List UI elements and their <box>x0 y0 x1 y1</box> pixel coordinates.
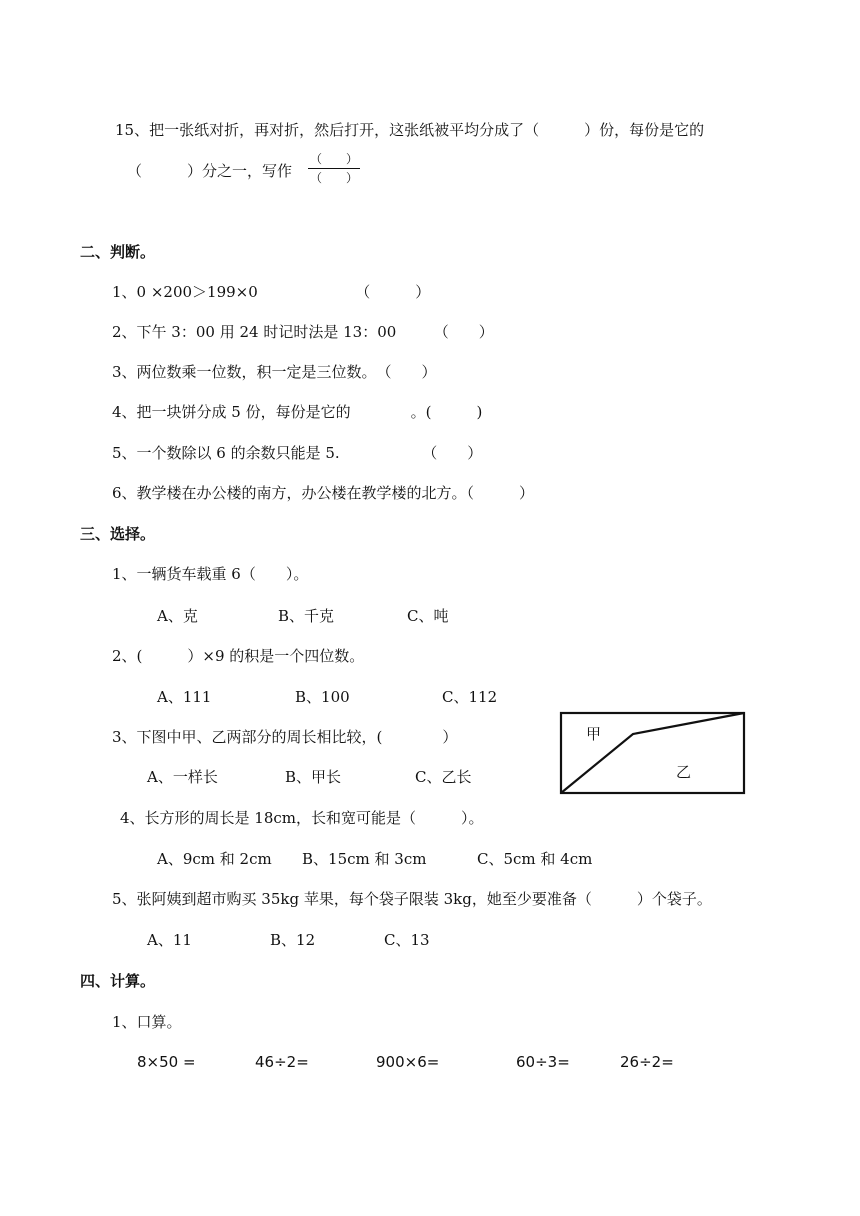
choice-q5-option-a: A、11 <box>147 931 192 949</box>
figure-label-jia: 甲 <box>586 725 602 743</box>
choice-q2-option-b: B、100 <box>295 688 350 706</box>
fraction-denominator: （ ） <box>309 171 358 185</box>
choice-q1: 1、一辆货车载重 6（ ）。 <box>112 565 309 583</box>
choice-q3-option-a: A、一样长 <box>147 768 218 786</box>
choice-q3-option-c: C、乙长 <box>415 768 472 786</box>
choice-q1-option-b: B、千克 <box>278 607 335 625</box>
calc-item-2: 46÷2= <box>255 1053 309 1071</box>
perimeter-figure <box>558 709 750 799</box>
choice-q5-option-c: C、13 <box>384 931 430 949</box>
choice-q5: 5、张阿姨到超市购买 35kg 苹果，每个袋子限装 3kg，她至少要准备（ ）个袋子。 <box>112 890 712 908</box>
judge-item-1: 1、0 ×200＞199×0 （ ） <box>112 283 431 301</box>
choice-q1-option-c: C、吨 <box>407 607 449 625</box>
choice-q4: 4、长方形的周长是 18cm，长和宽可能是（ ）。 <box>120 809 484 827</box>
q15-fraction <box>308 152 360 185</box>
choice-q1-option-a: A、克 <box>157 607 198 625</box>
calc-item-1: 8×50 = <box>137 1053 196 1071</box>
judge-item-4: 4、把一块饼分成 5 份，每份是它的 。( ) <box>112 403 483 421</box>
choice-q5-option-b: B、12 <box>270 931 316 949</box>
choice-heading: 三、选择。 <box>80 525 156 543</box>
choice-q2: 2、( ）×9 的积是一个四位数。 <box>112 647 365 665</box>
judge-item-2: 2、下午 3：00 用 24 时记时法是 13：00 （ ） <box>112 323 494 341</box>
calc-item-5: 26÷2= <box>620 1053 674 1071</box>
fraction-bar <box>308 168 360 169</box>
q15-line1: 15、把一张纸对折，再对折，然后打开，这张纸被平均分成了（ ）份，每份是它的 <box>115 121 705 139</box>
choice-q4-option-a: A、9cm 和 2cm <box>157 850 272 868</box>
figure-label-yi: 乙 <box>676 763 692 781</box>
calc-item-3: 900×6= <box>376 1053 440 1071</box>
calc-sub: 1、口算。 <box>112 1013 182 1031</box>
calc-item-4: 60÷3= <box>516 1053 570 1071</box>
choice-q4-option-c: C、5cm 和 4cm <box>477 850 593 868</box>
calc-heading: 四、计算。 <box>80 972 156 990</box>
choice-q4-option-b: B、15cm 和 3cm <box>302 850 427 868</box>
judge-item-5: 5、一个数除以 6 的余数只能是 5. （ ） <box>112 444 483 462</box>
fraction-numerator: （ ） <box>309 152 358 166</box>
judge-heading: 二、判断。 <box>80 243 156 261</box>
q15-line2: （ ）分之一，写作 <box>127 162 293 180</box>
choice-q2-option-c: C、112 <box>442 688 498 706</box>
judge-item-3: 3、两位数乘一位数，积一定是三位数。 （ ） <box>112 363 437 381</box>
choice-q3: 3、下图中甲、乙两部分的周长相比较，( ） <box>112 728 458 746</box>
choice-q3-option-b: B、甲长 <box>285 768 342 786</box>
judge-item-6: 6、教学楼在办公楼的南方，办公楼在教学楼的北方。（ ） <box>112 484 535 502</box>
choice-q2-option-a: A、111 <box>157 688 212 706</box>
